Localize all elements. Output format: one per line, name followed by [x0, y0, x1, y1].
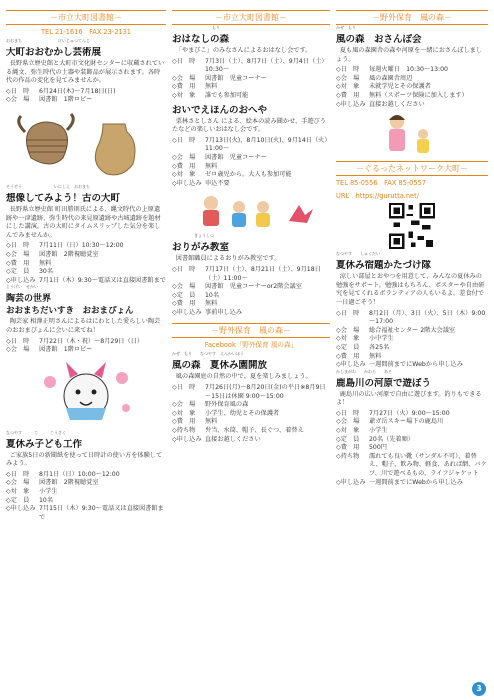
- event-row: ◇対 象 誰でも参加可能: [172, 91, 249, 99]
- event-row: ◇会 場 図書館 児童コーナー: [172, 153, 267, 161]
- event-row: ◇対 象 小中学生: [336, 335, 394, 343]
- event-title-storytime: おはなしの森: [172, 34, 230, 45]
- event-row: ◇日 時 7月3日（土）、8月7日（土）、9月4日（土）10:30～: [172, 57, 328, 74]
- event-desc: 図書館職員によるおりがみ教室です。: [175, 255, 281, 263]
- event-row: ◇費 用 無料: [336, 352, 382, 360]
- event-row: ◇対 象 未就学児とその保護者: [336, 83, 431, 91]
- event-title-craft: 夏休み子ども工作: [6, 438, 83, 450]
- column-1: [6, 8, 166, 678]
- title-ruby: かぜ もり: [336, 25, 356, 30]
- event-desc: 長野県立歴史館と大町市文化財センターに収蔵されている縄文、弥生時代の土器や装飾品が展示されます。各時代の作品の変化を見てみませんか。: [6, 60, 165, 85]
- event-row: ◇費 用 無料: [172, 300, 218, 308]
- event-row: ◇日 時 7月27日（火）9:00～15:00: [336, 409, 450, 417]
- title-ruby: おおまち けいじゅつてんじ: [6, 38, 90, 43]
- event-row: ◇定 員 10名: [172, 291, 220, 299]
- title-ruby: かしまがわ かわら あそ: [336, 368, 392, 374]
- event-row: ◇費 用 無料（スポーツ保険に加入します）: [336, 91, 468, 99]
- event-row: ◇申し込み 申込不要: [172, 179, 230, 187]
- event-row: ◇持ち物 弁当、水筒、帽子、長ぐつ、着替え: [172, 427, 304, 435]
- parent-child-illustration: [336, 112, 488, 158]
- event-row: ◇対 象 小学生、幼児とその保護者: [172, 409, 280, 417]
- event-row: ◇申し込み 7月15日（木）9:30～電話又は直接図書館まで: [6, 505, 164, 521]
- event-title-summer-open: 風の森 夏休み園開放: [172, 360, 268, 372]
- event-desc: 鹿島川の広い河原で自由に遊びます。釣りもできるよ！: [336, 390, 482, 407]
- column-2: [172, 8, 330, 678]
- event-desc: 夏も風の森園舎の森や河原を一緒におさんぽしましょう。: [336, 47, 483, 63]
- event-row: ◇申し込み 事前申し込み: [172, 308, 243, 316]
- event-title-art-exhibit: 大町おおむかし芸術展: [6, 47, 102, 58]
- event-desc: 風の森園庭の自然の中で、夏を楽しみましょう。: [175, 373, 312, 381]
- event-row: ◇日 時 7月11日（日）10:30～12:00: [6, 242, 124, 250]
- event-title-lecture: 想像してみよう！古の大町: [6, 192, 121, 204]
- event-row: ◇費 用 無料: [172, 162, 218, 170]
- facebook-link[interactable]: Facebook「野外保育 風の森」: [204, 341, 298, 350]
- event-title-homework: 夏休み宿題かたづけ隊: [336, 260, 432, 272]
- event-title-walk: 風の森 おさんぽ会: [336, 34, 422, 45]
- section-header-kazenomori: －野外保育 風の森－: [172, 323, 330, 338]
- event-desc: 栗林さとしさん による、絵本の読み聞かせ、手遊びうたなどの楽しいおはなし会です。: [172, 117, 326, 134]
- title-ruby: とうげい せかい: [6, 284, 38, 290]
- reading-kids-illustration: [172, 191, 330, 231]
- event-row: ◇会 場 図書館 1階ロビー: [6, 96, 93, 104]
- event-row: ◇申し込み 7月1日（木）9:30～電話又は直接図書館まで: [6, 276, 166, 284]
- title-ruby: もり: [212, 25, 220, 30]
- event-title-picturebook: おいでえほんのおへや: [172, 104, 268, 116]
- event-row: ◇申し込み 一週間前までにWebから申し込み: [336, 361, 463, 369]
- event-row: ◇会 場 図書館 1階ロビー: [6, 346, 93, 354]
- page-number: 3: [472, 682, 486, 696]
- event-title-pottery: 陶芸の世界: [6, 294, 52, 305]
- gurutta-url-link[interactable]: URL https://gurutta.net/: [336, 192, 419, 201]
- section-header-library: －市立大町図書館－: [172, 10, 330, 25]
- event-title-river: 鹿島川の河原で遊ぼう: [336, 377, 432, 389]
- event-row: ◇会 場 爺ガ岳スキー場下の鹿島川: [336, 418, 444, 426]
- event-row: ◇対 象 ゼロ歳児から。大人も参加可能: [172, 171, 292, 179]
- event-row: ◇日 時 8月2日（月）、3日（火）、5日（木）9:00～17:00: [336, 309, 486, 326]
- event-row: ◇申し込み 一週間前までにWebから申し込み: [336, 478, 463, 486]
- event-row: ◇費 用 無料: [172, 418, 218, 426]
- event-row: ◇会 場 風の森園舎周辺: [336, 74, 413, 82]
- library-contact: TEL 21-1616 FAX 23-2131: [41, 28, 131, 36]
- title-ruby: そうぞう いにしえ おおまち: [6, 183, 90, 189]
- qr-code: [336, 203, 488, 249]
- event-subtitle-pottery: おおまちだいすき おおまぴょん: [6, 306, 134, 317]
- event-row: ◇日 時 6月24日(木)～7月18日(日): [6, 87, 116, 95]
- event-row: ◇定 員 10名: [6, 496, 54, 504]
- event-row: ◇日 時 8月1日（日）10:00～12:00: [6, 470, 120, 478]
- event-row: ◇日 時 7月22日（木・祝）～8月29日（日）: [6, 337, 144, 345]
- event-row: ◇持ち物 濡れても良い靴（サンダル不可）、着替え、帽子、飲み物、軽食、あれば網、バケツ、川で遊べるもの、ライフジャケット: [336, 452, 487, 478]
- event-row: ◇費 用 500円: [336, 444, 387, 452]
- event-desc: 長野県立歴史館 町田勝則氏による、縄文時代の上原遺跡や一津遺跡、弥生時代の来見原遺跡や古城遺跡を題材にした講演。古の大町にタイムスリップした気分を楽しんでみませんか。: [6, 205, 161, 239]
- column-3: [336, 8, 488, 678]
- event-row: ◇申し込み 直接お越しください: [172, 435, 261, 443]
- event-desc: 陶芸家 相澤正明さんによるはにわとした愛らしい陶芸のおおまぴょんに会いに来てね！: [6, 318, 161, 334]
- event-row: ◇会 場 総合福祉センター 2階大会議室: [336, 326, 456, 334]
- title-ruby: なつやす こ こうさく: [6, 429, 66, 435]
- title-ruby: なつやす しゅくだい: [336, 251, 380, 257]
- event-row: ◇会 場 図書館 2階視聴覚室: [6, 479, 99, 487]
- pottery-illustration: [6, 108, 166, 182]
- gurutta-contact: TEL 85-0556 FAX 85-0557: [336, 179, 426, 188]
- event-row: ◇日 時 7月17日（土）、8月21日（土）、9月18日（土）11:00～: [172, 265, 321, 282]
- event-desc: 「やまびこ」のみなさんによるおはなし会です。: [175, 47, 312, 54]
- mascot-illustration: [6, 358, 166, 428]
- section-header-kazenomori: －野外保育 風の森－: [336, 10, 488, 25]
- title-ruby: きょうしつ: [194, 233, 214, 239]
- event-row: ◇費 用 無料: [172, 83, 218, 91]
- event-row: ◇日 時 7月13日(火)、8月10日(火)、9月14日（火）11:00～: [172, 136, 328, 153]
- event-row: ◇費 用 無料: [6, 259, 52, 267]
- event-row: ◇対 象 小学生: [336, 427, 388, 435]
- section-header-library: －市立大町図書館－: [6, 10, 166, 25]
- event-row: ◇申し込み 直接お越しください: [336, 100, 425, 108]
- section-header-gurutta: －ぐるったネットワーク大町－: [336, 161, 488, 176]
- event-row: ◇会 場 図書館 児童コーナーor2階会議室: [172, 283, 302, 291]
- event-row: ◇日 時 毎週火曜日 10:30～13:00: [336, 66, 448, 74]
- event-row: ◇日 時 7月26日(月)～8月20日(金)の平日※8月9日～15日は休園 9:00～15:00: [172, 384, 326, 400]
- event-desc: ご家族5日の新聞紙を使って日時計の使い方を体験してみよう。: [6, 451, 163, 468]
- event-row: ◇会 場 図書館 児童コーナー: [172, 74, 267, 82]
- event-row: ◇定 員 20名（先着順）: [336, 435, 414, 443]
- event-desc: 涼しい部屋とおやつを用意して、みんなの夏休みの勉強をサポート。勉強はもちろん、ポスターや自由研究を見てくれるボランティアの人もいるよ。差食付で一日過ごそう！: [336, 273, 485, 306]
- event-row: ◇対 象 小学生: [6, 488, 58, 496]
- event-title-origami: おりがみ教室: [172, 242, 230, 254]
- event-row: ◇会 場 野外保育風の森: [172, 401, 249, 409]
- event-row: ◇定 員 各25名: [336, 343, 390, 351]
- title-ruby: かぜ もり なつやす えんかいほう: [172, 351, 244, 357]
- event-row: ◇定 員 30名: [6, 268, 54, 276]
- event-row: ◇会 場 図書館 2階視聴覚室: [6, 250, 99, 258]
